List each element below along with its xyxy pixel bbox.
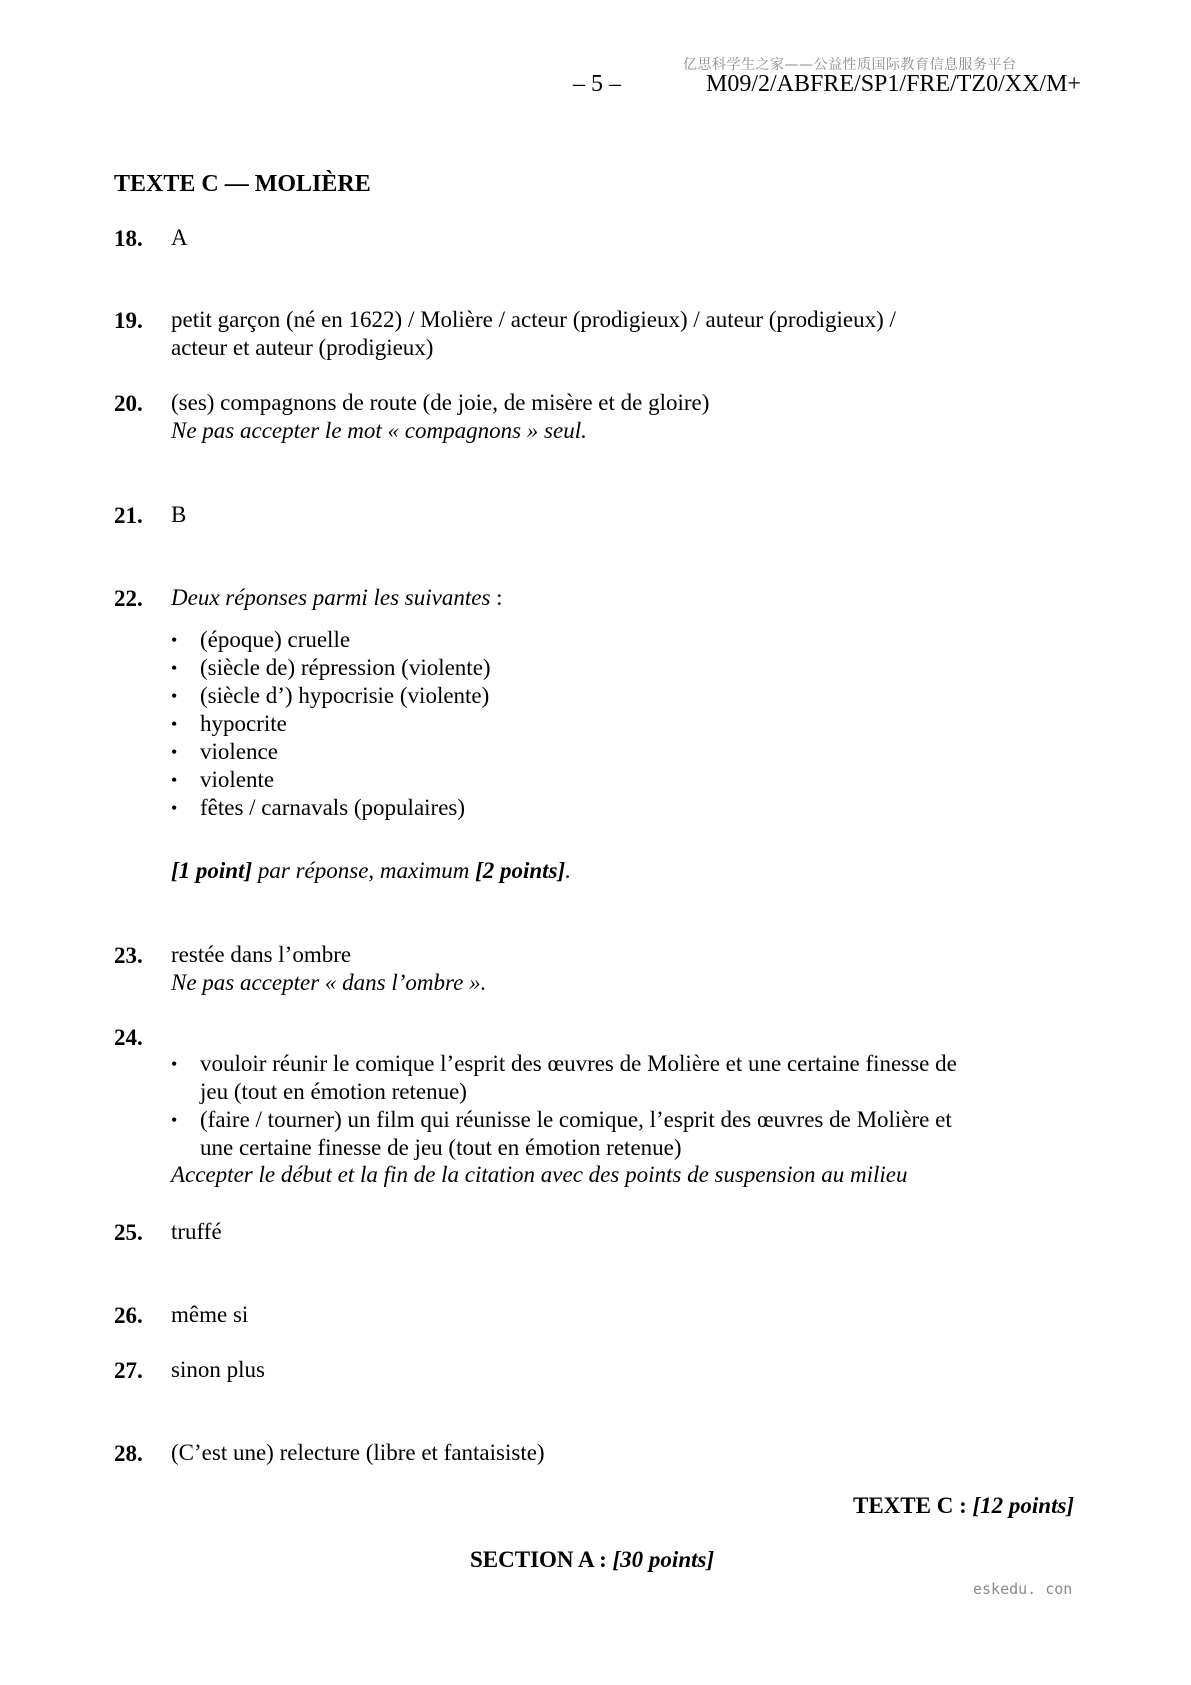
- answer-26: même si: [171, 1302, 249, 1327]
- question-number-22: 22.: [114, 586, 143, 611]
- section-a-label: SECTION A :: [470, 1547, 613, 1572]
- answer-27: sinon plus: [171, 1357, 265, 1382]
- question-number-20: 20.: [114, 391, 143, 416]
- scoring-max: [2 points]: [475, 858, 566, 883]
- answer-23: [171, 941, 486, 997]
- list-item: • violente: [171, 766, 491, 794]
- question-number-28: 28.: [114, 1441, 143, 1466]
- question-number-27: 27.: [114, 1358, 143, 1383]
- answer-22-intro-colon: :: [490, 585, 503, 610]
- answer-22-list: [171, 626, 491, 822]
- list-item: • (époque) cruelle: [171, 626, 491, 654]
- section-a-total: [470, 1547, 714, 1573]
- question-number-23: 23.: [114, 943, 143, 968]
- question-number-18: 18.: [114, 226, 143, 251]
- answer-18: A: [171, 225, 188, 250]
- answer-20: [171, 389, 709, 445]
- answer-22-intro: [171, 584, 503, 612]
- answer-28: (C’est une) relecture (libre et fantaisiste): [171, 1440, 545, 1465]
- watermark-bottom: eskedu. con: [973, 1580, 1073, 1598]
- section-a-points: [30 points]: [612, 1547, 715, 1572]
- document-reference: M09/2/ABFRE/SP1/FRE/TZ0/XX/M+: [706, 71, 1081, 97]
- scoring-point: [1 point]: [171, 858, 253, 883]
- question-number-25: 25.: [114, 1220, 143, 1245]
- answer-19-line1: petit garçon (né en 1622) / Molière / acteur (prodigieux) / auteur (prodigieux) /: [171, 307, 896, 332]
- texte-c-label: TEXTE C :: [853, 1493, 973, 1518]
- page-number: – 5 –: [573, 71, 621, 97]
- list-item: • fêtes / carnavals (populaires): [171, 794, 491, 822]
- list-item: • vouloir réunir le comique l’esprit des œuvres de Molière et une certaine finesse de jeu (tout en émotion retenue): [171, 1050, 976, 1106]
- answer-23-text: restée dans l’ombre: [171, 942, 352, 967]
- question-number-19: 19.: [114, 308, 143, 333]
- answer-22-intro-text: Deux réponses parmi les suivantes: [171, 585, 491, 610]
- texte-c-total: [853, 1493, 1074, 1519]
- answer-19: [171, 306, 971, 362]
- answer-24-note: Accepter le début et la fin de la citation avec des points de suspension au milieu: [171, 1162, 908, 1187]
- scoring-text: par réponse, maximum: [252, 858, 476, 883]
- answer-25: truffé: [171, 1219, 222, 1244]
- list-item: • (faire / tourner) un film qui réunisse le comique, l’esprit des œuvres de Molière et une certaine finesse de jeu (tout en émotion retenue): [171, 1106, 976, 1162]
- list-item: • (siècle de) répression (violente): [171, 654, 491, 682]
- answer-22-scoring: [171, 857, 571, 885]
- answer-20-note: Ne pas accepter le mot « compagnons » seul.: [171, 418, 587, 443]
- list-item: • (siècle d’) hypocrisie (violente): [171, 682, 491, 710]
- list-item: • violence: [171, 738, 491, 766]
- section-title: TEXTE C — MOLIÈRE: [114, 171, 371, 197]
- answer-24-list: [171, 1050, 976, 1162]
- texte-c-points: [12 points]: [972, 1493, 1075, 1518]
- answer-23-note: Ne pas accepter « dans l’ombre ».: [171, 970, 487, 995]
- list-item: • hypocrite: [171, 710, 491, 738]
- answer-21: B: [171, 502, 187, 527]
- answer-19-line2: acteur et auteur (prodigieux): [171, 335, 434, 360]
- question-number-26: 26.: [114, 1303, 143, 1328]
- watermark-top: 亿思科学生之家——公益性质国际教育信息服务平台: [683, 57, 1017, 73]
- question-number-24: 24.: [114, 1025, 143, 1050]
- answer-20-text: (ses) compagnons de route (de joie, de misère et de gloire): [171, 390, 710, 415]
- question-number-21: 21.: [114, 503, 143, 528]
- scoring-period: .: [565, 858, 571, 883]
